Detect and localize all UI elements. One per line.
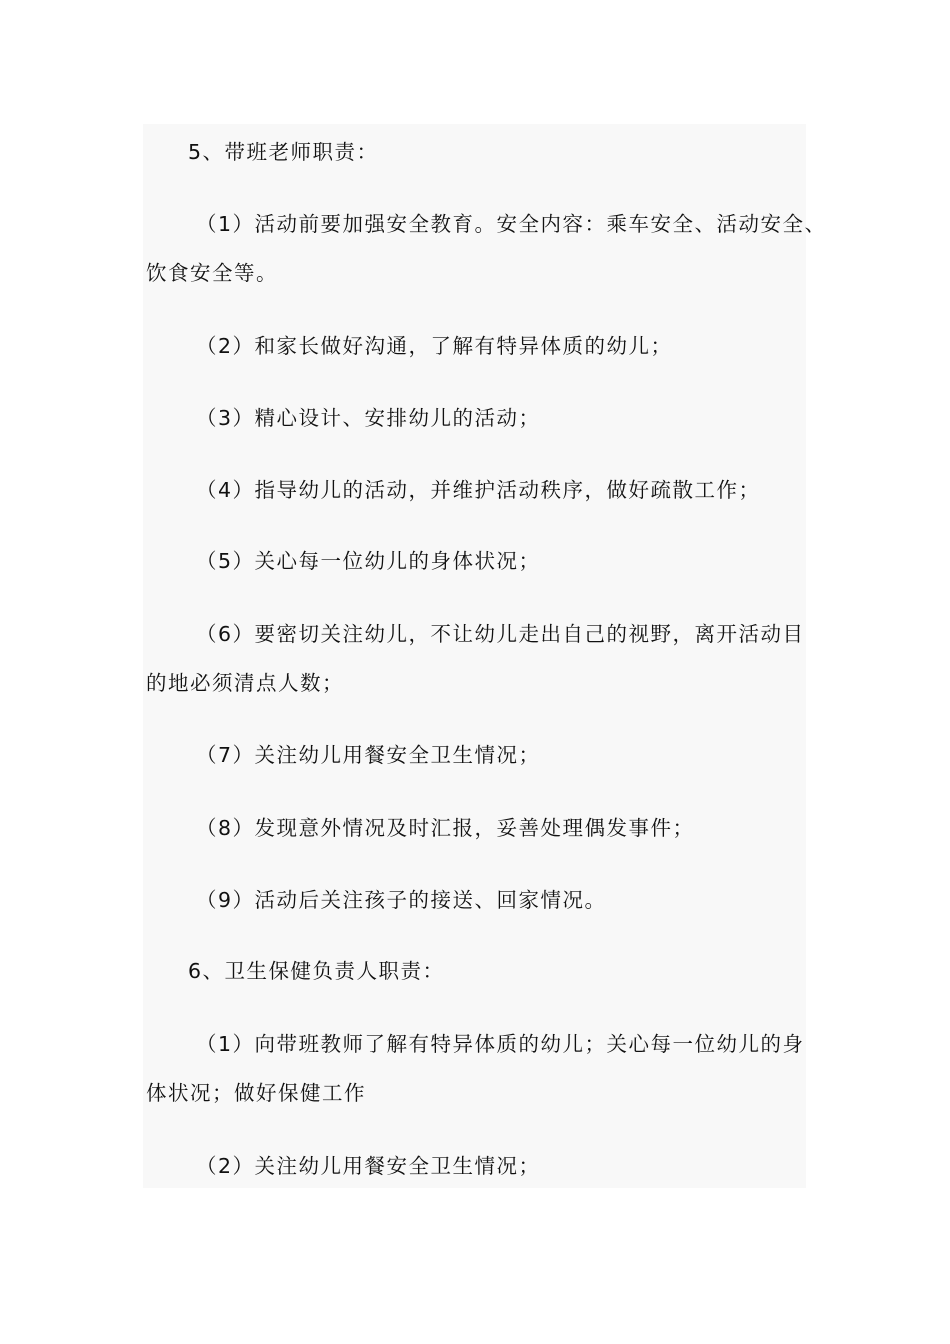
section-5-item-8: （8）发现意外情况及时汇报，妥善处理偶发事件； <box>196 816 695 840</box>
section-5-item-4: （4）指导幼儿的活动，并维护活动秩序，做好疏散工作； <box>196 478 761 502</box>
section-6-item-1-line-2: 体状况；做好保健工作 <box>146 1081 366 1105</box>
section-5-item-9: （9）活动后关注孩子的接送、回家情况。 <box>196 888 607 912</box>
section-5-item-6-line-1: （6）要密切关注幼儿，不让幼儿走出自己的视野，离开活动目 <box>196 622 805 646</box>
section-5-item-3: （3）精心设计、安排幼儿的活动； <box>196 406 541 430</box>
section-6-heading: 6、卫生保健负责人职责： <box>188 959 445 983</box>
section-5-item-2: （2）和家长做好沟通，了解有特异体质的幼儿； <box>196 334 673 358</box>
section-5-item-6-line-2: 的地必须清点人数； <box>146 671 344 695</box>
section-6-item-2: （2）关注幼儿用餐安全卫生情况； <box>196 1154 541 1178</box>
section-5-item-7: （7）关注幼儿用餐安全卫生情况； <box>196 743 541 767</box>
section-5-item-1-line-2: 饮食安全等。 <box>146 261 278 285</box>
section-5-item-1-line-1: （1）活动前要加强安全教育。安全内容：乘车安全、活动安全、 <box>196 212 827 236</box>
section-5-heading: 5、带班老师职责： <box>188 140 379 164</box>
section-6-item-1-line-1: （1）向带班教师了解有特异体质的幼儿；关心每一位幼儿的身 <box>196 1032 805 1056</box>
section-5-item-5: （5）关心每一位幼儿的身体状况； <box>196 549 541 573</box>
